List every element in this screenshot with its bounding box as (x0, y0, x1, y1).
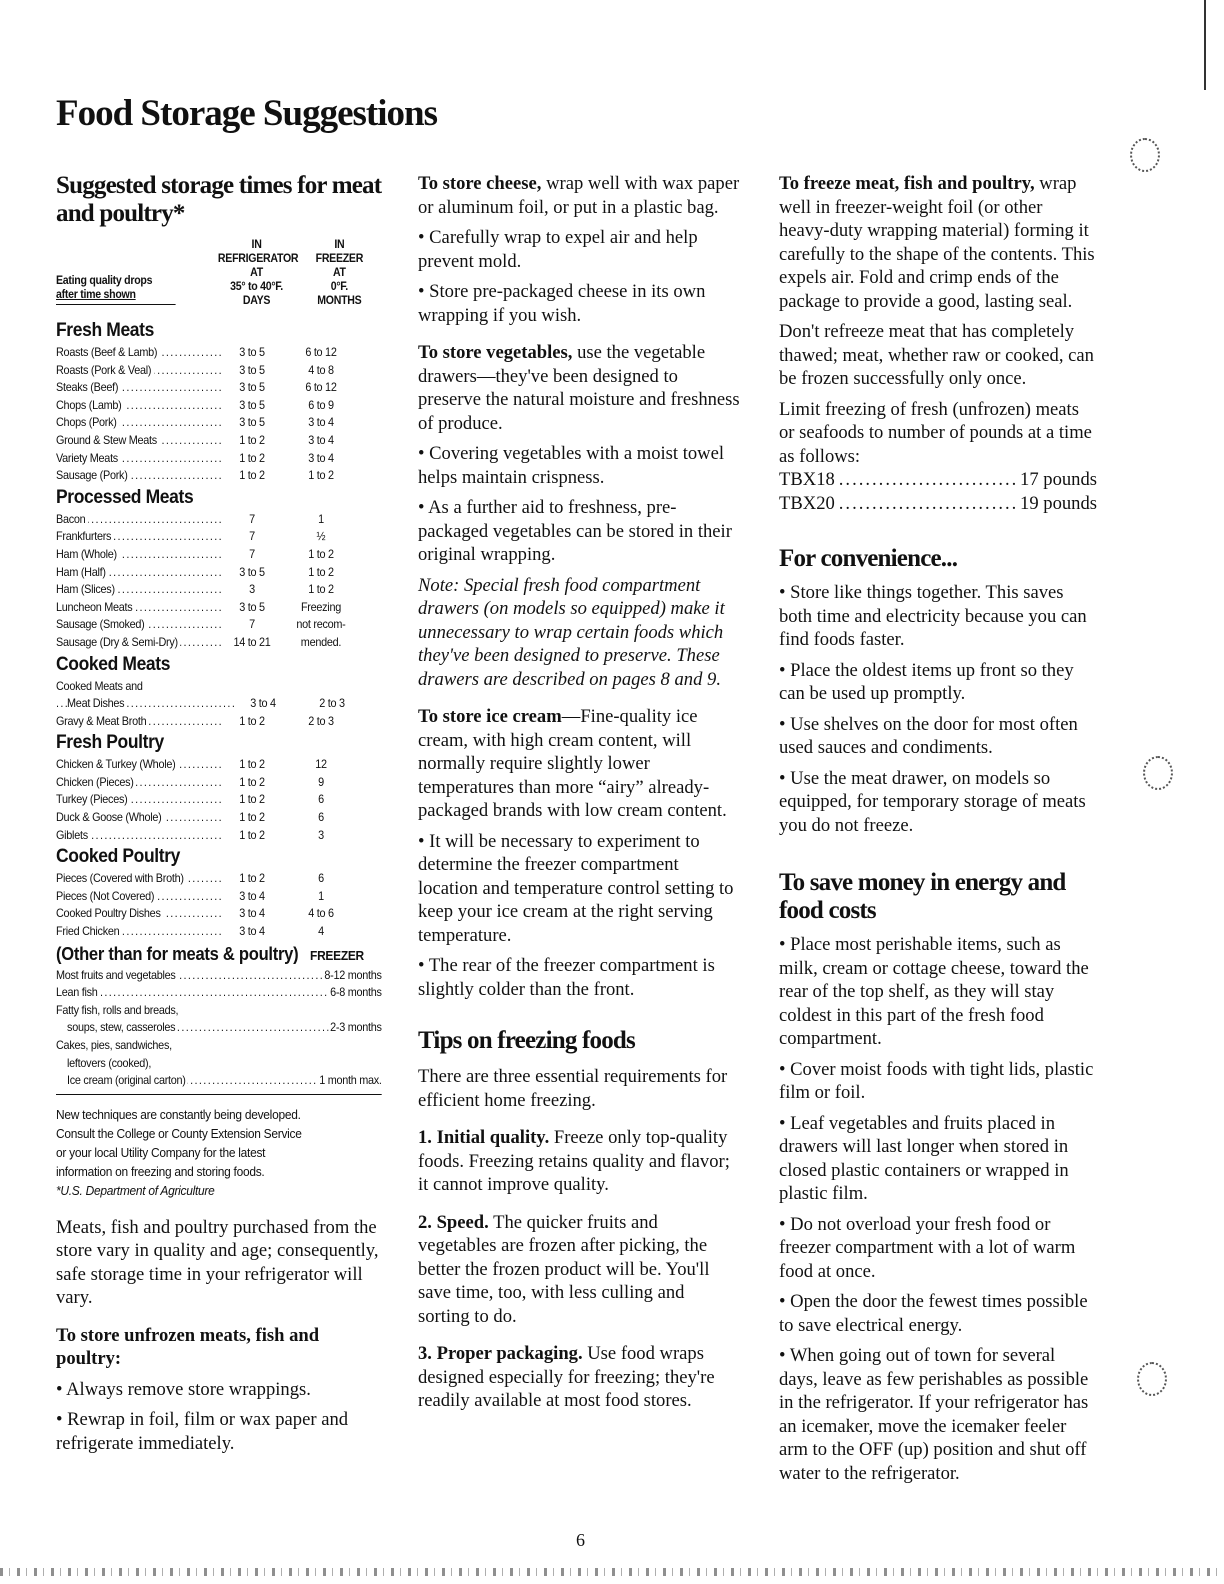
scan-noise (0, 1568, 1224, 1576)
freezer-months: 1 (318, 511, 324, 526)
cheese-paragraph: To store cheese, wrap well with wax paper or aluminum foil, or put in a plastic bag. (418, 173, 740, 218)
row-name: Turkey (Pieces) ..... (56, 791, 227, 809)
vegetables-note: Note: Special fresh food compartment drawers (on models so equipped) make it unnecessary to wrap certain foods which they've been designed to preserve. These drawers are described on pages 8 and 9. (418, 574, 725, 690)
freezer-months: 6 to 9 (308, 397, 334, 412)
row-name: Chicken & Turkey (Whole) ..... (56, 756, 227, 774)
freezer-months: 1 to 2 (308, 546, 334, 561)
bullet-item: • Store like things together. This saves both time and electricity because you can find foods faster. (779, 582, 1087, 650)
bullet-item: • Leaf vegetables and fruits placed in drawers will last longer when stored in closed plastic containers or wrapped in plastic film. (779, 1112, 1069, 1204)
fresh-poultry-rows (56, 756, 382, 844)
row-name: Steaks (Beef) ..... (56, 379, 227, 397)
table-row (56, 432, 382, 450)
table-row (56, 791, 382, 809)
table-row (56, 414, 382, 432)
table-row (56, 616, 382, 634)
cooked-poultry-rows (56, 870, 382, 940)
unfrozen-heading: To store unfrozen meats, fish and poultry: (56, 1324, 320, 1370)
freezer-months: 1 (318, 888, 324, 903)
refrigerator-days: 1 to 2 (239, 810, 265, 825)
fresh-meats-rows (56, 344, 382, 485)
row-name: Chops (Pork) ..... (56, 414, 227, 432)
ice-cream-paragraph: To store ice cream—Fine-quality ice cream, with high cream content, will normally require slightly lower temperatures than more “airy” already-packaged brands with low cream content. (418, 706, 727, 821)
table-row (56, 870, 382, 888)
freezer-months: 9 (318, 774, 324, 789)
bullet-item: • The rear of the freezer compartment is slightly colder than the front. (418, 955, 715, 1000)
row-name: Fried Chicken ..... (56, 923, 227, 941)
refrigerator-days: 3 to 5 (239, 362, 265, 377)
freezer-months: 6 (318, 871, 324, 886)
refrigerator-days: 3 to 4 (239, 924, 265, 939)
header-refrigerator: IN REFRIGERATOR AT 35° to 40°F. DAYS (217, 239, 299, 307)
group-title: Processed Meats (56, 486, 194, 508)
freezer-months: 3 to 4 (308, 450, 334, 465)
freezer-months: 12 (315, 757, 327, 772)
refrigerator-days: 1 to 2 (239, 871, 265, 886)
scan-edge-line (1204, 0, 1206, 90)
bullet-item: • When going out of town for several days, leave as few perishables as possible in the refrigerator. If your refrigerator has an icemaker, move the icemaker feeler arm to the OFF (up) position and shut off water to the refrigerator. (779, 1345, 1089, 1484)
bullet-item: • Always remove store wrappings. (56, 1378, 311, 1400)
freezer-months: 4 to 6 (308, 906, 334, 921)
row-name: Sausage (Smoked) ..... (56, 616, 227, 634)
column-middle (418, 172, 740, 1413)
tip-item: 3. Proper packaging. Use food wraps designed especially for freezing; they're readily available at most food stores. (418, 1343, 715, 1411)
column-left (56, 172, 382, 1455)
freezer-months: 4 to 8 (308, 362, 334, 377)
tips-heading: Tips on freezing foods (418, 1027, 635, 1054)
group-title: Cooked Meats (56, 653, 171, 675)
bullet-item: • Rewrap in foil, film or wax paper and refrigerate immediately. (56, 1409, 349, 1454)
refrigerator-days: 7 (249, 617, 255, 632)
table-row: Lean fish ..... 6-8 months (56, 984, 382, 1002)
freezer-months: not recom- (296, 617, 346, 632)
refrigerator-days: 3 to 5 (239, 564, 265, 579)
column-right (779, 172, 1097, 1485)
refrigerator-days: 3 to 5 (239, 397, 265, 412)
group-title: Cooked Poultry (56, 846, 181, 868)
refrigerator-days: 7 (249, 529, 255, 544)
other-group-title: (Other than for meats & poultry) FREEZER (56, 943, 364, 964)
row-name: Meat Dishes ..... (56, 695, 238, 713)
row-name: Ham (Whole) ..... (56, 546, 227, 564)
tip-item: 1. Initial quality. Freeze only top-quality foods. Freezing retains quality and flavor; it cannot improve quality. (418, 1127, 730, 1195)
row-name: Bacon ..... (56, 511, 227, 529)
table-header (56, 238, 382, 318)
table-row (56, 634, 382, 652)
bullet-item: • Store pre-packaged cheese in its own wrapping if you wish. (418, 281, 706, 326)
limit-paragraph: Limit freezing of fresh (unfrozen) meats or seafoods to number of pounds at a time as follows: (779, 398, 1092, 467)
tip-item: 2. Speed. The quicker fruits and vegetables are frozen after picking, the better the frozen product will be. You'll save time, too, with less culling and sorting to do. (418, 1211, 710, 1327)
refrigerator-days: 1 to 2 (239, 774, 265, 789)
freezer-months: 6 (318, 810, 324, 825)
table-row: soups, stew, casseroles ..... 2-3 months (56, 1019, 382, 1037)
row-name: Ground & Stew Meats ..... (56, 432, 227, 450)
freezer-months: 1 to 2 (308, 582, 334, 597)
storage-times-heading: Suggested storage times for meat and poultry* (56, 172, 382, 227)
convenience-heading: For convenience... (779, 545, 958, 572)
table-row: Ice cream (original carton) ..... 1 month max. (56, 1072, 382, 1090)
refrigerator-days: 1 to 2 (239, 827, 265, 842)
bullet-item: • Place most perishable items, such as milk, cream or cottage cheese, toward the rear of the top shelf, as they will stay coldest in this part of the fresh food compartment. (779, 934, 1089, 1049)
row-name: Pieces (Not Covered) ..... (56, 888, 227, 906)
row-name: Pieces (Covered with Broth) ..... (56, 870, 227, 888)
refrigerator-days: 1 to 2 (239, 713, 265, 728)
cooked-meats-rows (56, 695, 382, 730)
refrigerator-days: 7 (249, 511, 255, 526)
bullet-item: • Use the meat drawer, on models so equipped, for temporary storage of meats you do not freeze. (779, 767, 1086, 836)
refrigerator-days: 3 to 4 (250, 696, 276, 711)
row-name: Chops (Lamb) ..... (56, 397, 227, 415)
table-line: Cakes, pies, sandwiches, (56, 1038, 172, 1052)
refrigerator-days: 3 to 5 (239, 380, 265, 395)
punch-hole-top (1130, 138, 1160, 172)
bullet-item: • Use shelves on the door for most often used sauces and condiments. (779, 713, 1078, 758)
freezer-months: 3 (318, 827, 324, 842)
freezer-months: 2 to 3 (308, 713, 334, 728)
table-row (56, 450, 382, 468)
row-name: Cooked Poultry Dishes ..... (56, 905, 227, 923)
bullet-item: • Open the door the fewest times possible to save electrical energy. (779, 1291, 1088, 1336)
model-row-tbx20: TBX20 ..... 19 pounds (779, 492, 1097, 516)
refrigerator-days: 3 to 5 (239, 415, 265, 430)
freezer-months: 1 to 2 (308, 564, 334, 579)
freezer-months: 6 to 12 (305, 380, 337, 395)
refrigerator-days: 14 to 21 (233, 634, 271, 649)
table-row (56, 528, 382, 546)
row-name: Luncheon Meats ..... (56, 599, 227, 617)
table-row (56, 379, 382, 397)
table-row (56, 581, 382, 599)
save-money-heading: To save money in energy and food costs (779, 869, 1066, 924)
table-bottom-rule (56, 1094, 382, 1095)
meats-paragraph: Meats, fish and poultry purchased from the store vary in quality and age; consequently, safe storage time in your refrigerator will vary. (56, 1216, 379, 1309)
refrigerator-days: 1 to 2 (239, 757, 265, 772)
refrigerator-days: 3 to 4 (239, 888, 265, 903)
table-row (56, 564, 382, 582)
table-row (56, 599, 382, 617)
processed-meats-rows (56, 511, 382, 652)
freezer-months: 1 to 2 (308, 468, 334, 483)
bullet-item: • Do not overload your fresh food or freezer compartment with a lot of warm food at once. (779, 1213, 1076, 1282)
table-line: leftovers (cooked), (67, 1055, 152, 1070)
table-row (56, 905, 382, 923)
table-line: Fatty fish, rolls and breads, (56, 1002, 179, 1017)
row-name: Roasts (Beef & Lamb) ..... (56, 344, 227, 362)
row-name: Giblets ..... (56, 827, 227, 845)
bullet-item: • It will be necessary to experiment to determine the freezer compartment location and temperature control setting to keep your ice cream at the right serving temperature. (418, 830, 734, 946)
tips-intro: There are three essential requirements for efficient home freezing. (418, 1066, 728, 1111)
table-row (56, 888, 382, 906)
page-title: Food Storage Suggestions (56, 93, 437, 134)
bullet-item: • Carefully wrap to expel air and help prevent mold. (418, 227, 698, 272)
table-row (56, 827, 382, 845)
table-line: Cooked Meats and (56, 678, 143, 693)
table-row: Most fruits and vegetables ..... 8-12 months (56, 967, 382, 985)
bullet-item: • Covering vegetables with a moist towel helps maintain crispness. (418, 443, 725, 488)
refrigerator-days: 3 (249, 582, 255, 597)
freeze-paragraph: To freeze meat, fish and poultry, wrap well in freezer-weight foil (or other heavy-duty wrapping material) forming it carefully to the shape of the contents. This expels air. Fold and crimp ends of the package to provide a good, lasting seal. (779, 173, 1095, 312)
table-row (56, 362, 382, 380)
group-title: Fresh Poultry (56, 732, 164, 754)
table-row (56, 809, 382, 827)
row-name: Variety Meats ..... (56, 450, 227, 468)
freezer-months: 3 to 4 (308, 415, 334, 430)
table-row (56, 397, 382, 415)
table-row (56, 774, 382, 792)
punch-hole-bottom (1137, 1362, 1167, 1396)
freezer-months: 4 (318, 924, 324, 939)
table-row (56, 923, 382, 941)
freezer-months: 6 (318, 792, 324, 807)
vegetables-paragraph: To store vegetables, use the vegetable drawers—they've been designed to preserve the natural moisture and freshness of produce. (418, 342, 740, 434)
row-name: Ham (Half) ..... (56, 564, 227, 582)
row-name: Roasts (Pork & Veal) ..... (56, 362, 227, 380)
row-name: Duck & Goose (Whole) ..... (56, 809, 227, 827)
bullet-item: • As a further aid to freshness, pre-packaged vegetables can be stored in their original wrapping. (418, 497, 732, 565)
group-title: Fresh Meats (56, 320, 154, 341)
refrigerator-days: 7 (249, 546, 255, 561)
refrigerator-days: 3 to 5 (239, 345, 265, 359)
refrigerator-days: 1 to 2 (239, 432, 265, 447)
bullet-item: • Place the oldest items up front so they can be used up promptly. (779, 659, 1074, 704)
refrigerator-days: 1 to 2 (239, 450, 265, 465)
storage-table (56, 238, 382, 1095)
freezer-months: Freezing (300, 599, 341, 614)
freezer-months: mended. (300, 634, 342, 649)
freezer-months: 3 to 4 (308, 432, 334, 447)
table-row (56, 511, 382, 529)
techniques-note: New techniques are constantly being developed. Consult the College or County Extension Service or your local Utility Company for the latest information on freezing and storing foods. *U.S. Department of Agriculture (56, 1105, 378, 1200)
table-row (56, 713, 382, 731)
footnote: *U.S. Department of Agriculture (56, 1182, 215, 1198)
row-name: Sausage (Dry & Semi-Dry) ..... (56, 634, 227, 652)
freezer-months: 6 to 12 (305, 345, 337, 359)
row-name: Gravy & Meat Broth ..... (56, 713, 227, 731)
model-row-tbx18: TBX18 ..... 17 pounds (779, 468, 1097, 492)
header-freezer: IN FREEZER AT 0°F. MONTHS (315, 239, 364, 307)
table-row (56, 756, 382, 774)
header-rule (56, 304, 176, 305)
refrigerator-days: 3 to 4 (239, 906, 265, 921)
row-name: Ham (Slices) ..... (56, 581, 227, 599)
table-row (56, 344, 382, 362)
bullet-item: • Cover moist foods with tight lids, plastic film or foil. (779, 1058, 1094, 1103)
freezer-months: ½ (316, 529, 326, 544)
refreeze-paragraph: Don't refreeze meat that has completely thawed; meat, whether raw or cooked, can be frozen successfully only once. (779, 321, 1094, 389)
row-name: Sausage (Pork) ..... (56, 467, 227, 485)
row-name: Chicken (Pieces) ..... (56, 774, 227, 792)
table-row (56, 467, 382, 485)
page-number: 6 (576, 1530, 585, 1550)
punch-hole-middle (1143, 756, 1173, 790)
refrigerator-days: 1 to 2 (239, 792, 265, 807)
table-row (56, 695, 382, 713)
header-left-label: Eating quality drops after time shown (56, 275, 153, 301)
refrigerator-days: 1 to 2 (239, 468, 265, 483)
table-row (56, 546, 382, 564)
refrigerator-days: 3 to 5 (239, 599, 265, 614)
row-name: Frankfurters ..... (56, 528, 227, 546)
freezer-months: 2 to 3 (319, 696, 345, 711)
